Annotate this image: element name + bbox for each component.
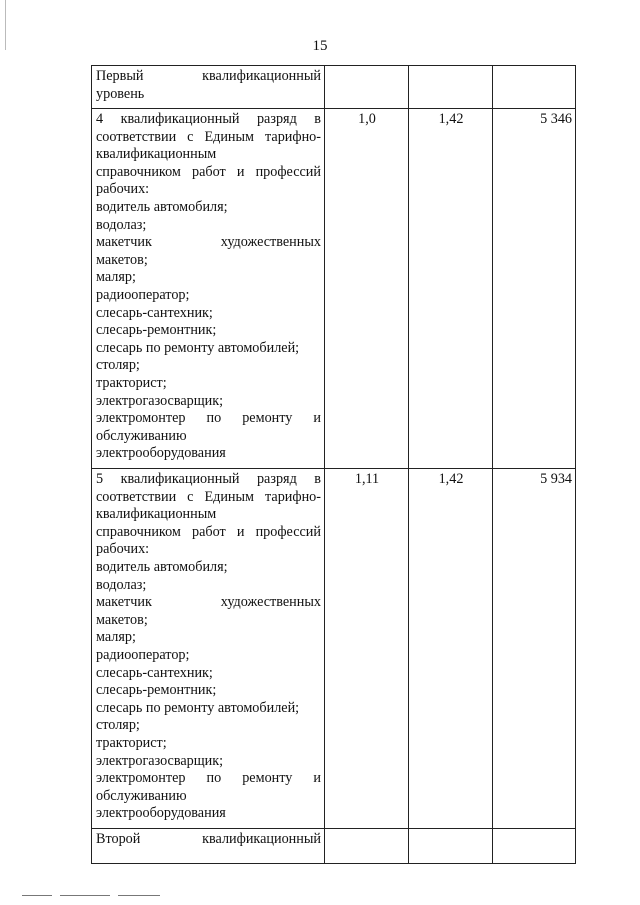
empty-cell bbox=[325, 66, 409, 109]
footer-mark bbox=[118, 895, 160, 896]
profession-item: слесарь по ремонту автомобилей; bbox=[96, 699, 300, 716]
profession-item: водолаз; bbox=[96, 576, 147, 593]
grade5-description-cell bbox=[92, 469, 325, 829]
footer-mark bbox=[22, 895, 52, 896]
grade4-title-line: 4 квалификационный разряд в bbox=[96, 111, 321, 127]
grade5-title-line: рабочих: bbox=[96, 541, 150, 558]
grade5-title-line: соответствии с Единым тарифно- bbox=[96, 488, 321, 505]
page-number: 15 bbox=[312, 38, 328, 54]
profession-item: маляр; bbox=[96, 269, 136, 286]
profession-item: обслуживанию bbox=[96, 787, 187, 804]
profession-item: слесарь-сантехник; bbox=[96, 664, 213, 681]
profession-item: электрооборудования bbox=[96, 805, 226, 822]
empty-cell bbox=[493, 829, 576, 864]
empty-cell bbox=[409, 66, 493, 109]
scan-footer-marks bbox=[0, 895, 640, 899]
empty-cell bbox=[409, 829, 493, 864]
profession-item: радиооператор; bbox=[96, 286, 190, 303]
grade4-coefficient-2: 1,42 bbox=[409, 109, 493, 469]
profession-item: водитель автомобиля; bbox=[96, 198, 228, 215]
grade4-description-cell bbox=[92, 109, 325, 469]
profession-item: тракторист; bbox=[96, 734, 167, 751]
grade5-title-line: справочником работ и профессий bbox=[96, 523, 321, 540]
profession-item: слесарь по ремонту автомобилей; bbox=[96, 339, 300, 356]
profession-item: электромонтер по ремонту и bbox=[96, 770, 321, 787]
profession-item: обслуживанию bbox=[96, 427, 187, 444]
grade4-title-line: рабочих: bbox=[96, 181, 150, 198]
grade4-title-line: соответствии с Единым тарифно- bbox=[96, 128, 321, 145]
profession-item: макетов; bbox=[96, 611, 148, 628]
table-row-second-level bbox=[92, 829, 576, 864]
profession-item: водолаз; bbox=[96, 216, 147, 233]
table-row-grade5 bbox=[92, 469, 576, 829]
grade5-salary: 5 934 bbox=[493, 469, 576, 829]
profession-item: электрогазосварщик; bbox=[96, 392, 224, 409]
profession-item: макетчик художественных bbox=[96, 594, 321, 611]
profession-item: макетчик художественных bbox=[96, 234, 321, 251]
grade5-coefficient-1: 1,11 bbox=[325, 469, 409, 829]
profession-item: тракторист; bbox=[96, 374, 167, 391]
footer-mark bbox=[60, 895, 110, 896]
profession-item: слесарь-ремонтник; bbox=[96, 322, 217, 339]
first-level-header-line: уровень bbox=[96, 85, 145, 102]
grade5-title-line: 5 квалификационный разряд в bbox=[96, 471, 321, 487]
profession-item: столяр; bbox=[96, 357, 140, 374]
first-level-header-line: Первый квалификационный bbox=[96, 68, 321, 84]
profession-item: электромонтер по ремонту и bbox=[96, 410, 321, 427]
profession-item: слесарь-сантехник; bbox=[96, 304, 213, 321]
grade4-coefficient-1: 1,0 bbox=[325, 109, 409, 469]
profession-item: столяр; bbox=[96, 717, 140, 734]
empty-cell bbox=[493, 66, 576, 109]
salary-table bbox=[91, 65, 576, 864]
table-row-first-level bbox=[92, 66, 576, 109]
profession-item: водитель автомобиля; bbox=[96, 558, 228, 575]
first-level-header-cell bbox=[92, 66, 325, 109]
profession-item: макетов; bbox=[96, 251, 148, 268]
second-level-header-line: Второй квалификационный bbox=[96, 831, 321, 847]
grade5-title-line: квалификационным bbox=[96, 506, 217, 523]
second-level-header-cell bbox=[92, 829, 325, 864]
profession-item: электрогазосварщик; bbox=[96, 752, 224, 769]
grade4-salary: 5 346 bbox=[493, 109, 576, 469]
empty-cell bbox=[325, 829, 409, 864]
profession-item: маляр; bbox=[96, 629, 136, 646]
grade4-title-line: квалификационным bbox=[96, 146, 217, 163]
profession-item: радиооператор; bbox=[96, 646, 190, 663]
profession-item: электрооборудования bbox=[96, 445, 226, 462]
grade4-title-line: справочником работ и профессий bbox=[96, 163, 321, 180]
table-row-grade4 bbox=[92, 109, 576, 469]
grade5-coefficient-2: 1,42 bbox=[409, 469, 493, 829]
profession-item: слесарь-ремонтник; bbox=[96, 682, 217, 699]
